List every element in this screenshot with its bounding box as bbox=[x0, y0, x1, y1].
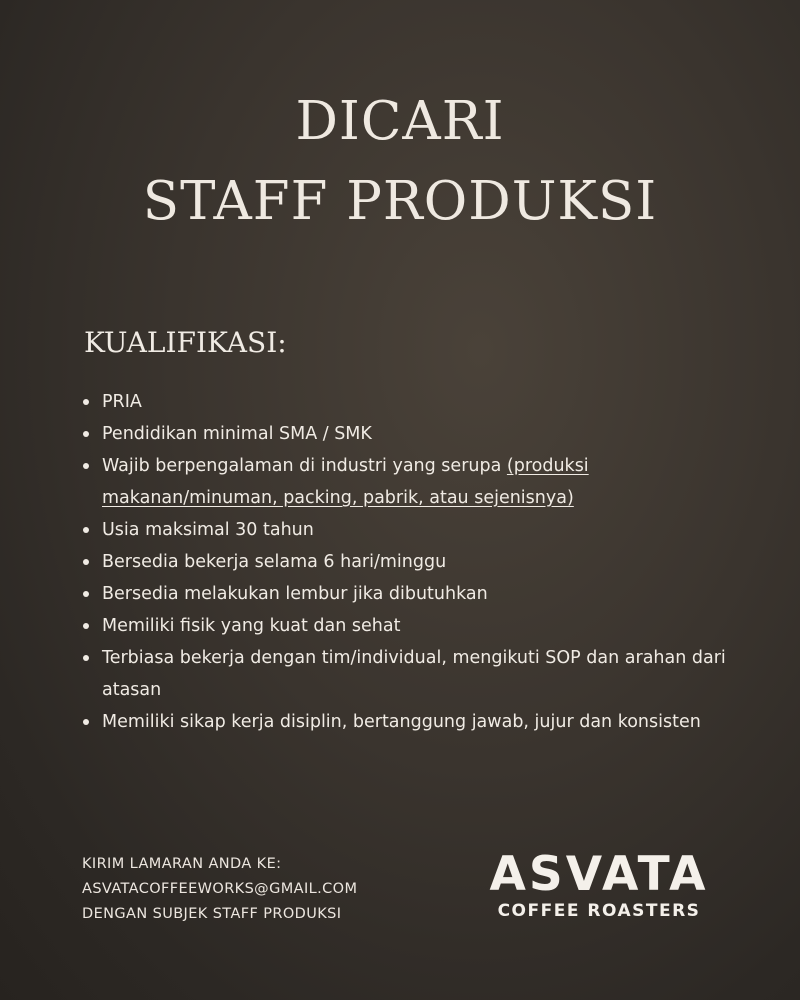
list-item: Bersedia bekerja selama 6 hari/minggu bbox=[82, 546, 762, 578]
qualifications-title: KUALIFIKASI: bbox=[84, 326, 287, 359]
headline bbox=[0, 82, 800, 242]
contact-instruction: KIRIM LAMARAN ANDA KE: bbox=[82, 856, 282, 872]
headline-line-1: DICARI bbox=[295, 91, 505, 152]
list-item: PRIA bbox=[82, 386, 762, 418]
brand-logo bbox=[470, 848, 728, 920]
contact-info bbox=[82, 852, 357, 927]
qualifications-list bbox=[82, 386, 762, 738]
list-item: Memiliki fisik yang kuat dan sehat bbox=[82, 610, 762, 642]
brand-name: ASVATA bbox=[489, 847, 709, 902]
headline-line-2: STAFF PRODUKSI bbox=[142, 171, 658, 232]
brand-tagline: COFFEE ROASTERS bbox=[497, 901, 701, 921]
contact-subject: DENGAN SUBJEK STAFF PRODUKSI bbox=[82, 906, 342, 922]
list-item: Memiliki sikap kerja disiplin, bertanggung jawab, jujur dan konsisten bbox=[82, 706, 762, 738]
list-item: Pendidikan minimal SMA / SMK bbox=[82, 418, 762, 450]
list-item: Bersedia melakukan lembur jika dibutuhkan bbox=[82, 578, 762, 610]
list-item: Usia maksimal 30 tahun bbox=[82, 514, 762, 546]
contact-email[interactable]: ASVATACOFFEEWORKS@GMAIL.COM bbox=[82, 881, 358, 897]
list-item: Wajib berpengalaman di industri yang serupa (produksi makanan/minuman, packing, pabrik, atau sejenisnya) bbox=[82, 450, 762, 514]
list-item: Terbiasa bekerja dengan tim/individual, mengikuti SOP dan arahan dari atasan bbox=[82, 642, 762, 706]
industry-examples-link[interactable]: (produksi makanan/minuman, packing, pabrik, atau sejenisnya) bbox=[102, 456, 589, 508]
